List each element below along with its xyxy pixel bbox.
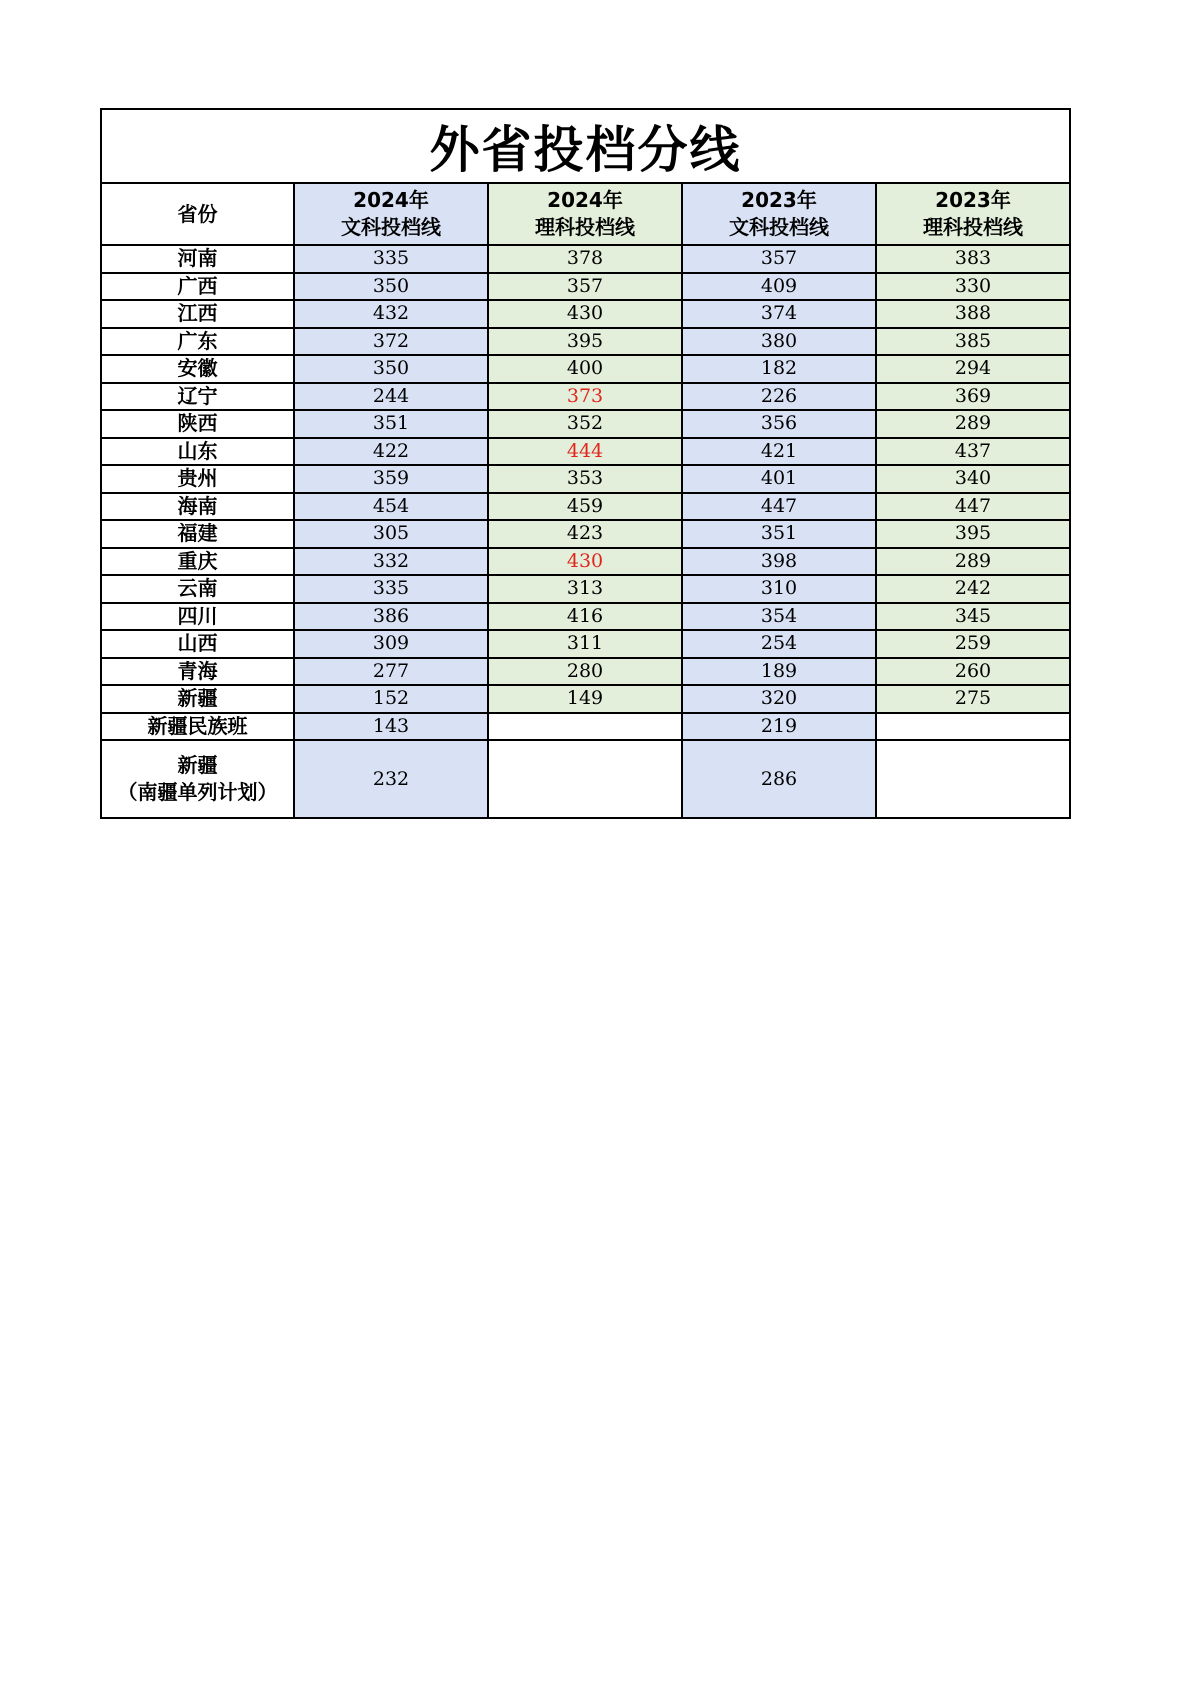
header-2023-li: 2023年 理科投档线 bbox=[876, 183, 1070, 245]
score-2024-wen: 152 bbox=[294, 685, 488, 713]
score-2024-wen: 232 bbox=[294, 740, 488, 818]
score-2023-li: 395 bbox=[876, 520, 1070, 548]
score-2023-wen: 310 bbox=[682, 575, 876, 603]
province-cell: 辽宁 bbox=[101, 383, 294, 411]
province-cell: 福建 bbox=[101, 520, 294, 548]
score-2023-wen: 354 bbox=[682, 603, 876, 631]
province-cell: 陕西 bbox=[101, 410, 294, 438]
score-2024-wen: 309 bbox=[294, 630, 488, 658]
score-2023-li: 260 bbox=[876, 658, 1070, 686]
table-row bbox=[101, 685, 1070, 713]
header-2024-li: 2024年 理科投档线 bbox=[488, 183, 682, 245]
score-2023-wen: 374 bbox=[682, 300, 876, 328]
header-2024-wen: 2024年 文科投档线 bbox=[294, 183, 488, 245]
header-2023-wen: 2023年 文科投档线 bbox=[682, 183, 876, 245]
score-2024-li bbox=[488, 713, 682, 741]
score-2024-wen: 359 bbox=[294, 465, 488, 493]
province-cell: 贵州 bbox=[101, 465, 294, 493]
table-row bbox=[101, 245, 1070, 273]
score-2024-wen: 454 bbox=[294, 493, 488, 521]
table-row bbox=[101, 355, 1070, 383]
score-2024-wen: 335 bbox=[294, 575, 488, 603]
score-2023-li bbox=[876, 740, 1070, 818]
table-row bbox=[101, 658, 1070, 686]
province-cell: 山东 bbox=[101, 438, 294, 466]
score-2023-li: 275 bbox=[876, 685, 1070, 713]
score-2024-wen: 432 bbox=[294, 300, 488, 328]
score-2023-li: 242 bbox=[876, 575, 1070, 603]
score-2024-wen: 244 bbox=[294, 383, 488, 411]
province-cell: 河南 bbox=[101, 245, 294, 273]
score-2024-li: 444 bbox=[488, 438, 682, 466]
score-2023-wen: 380 bbox=[682, 328, 876, 356]
province-cell: 青海 bbox=[101, 658, 294, 686]
score-2023-wen: 398 bbox=[682, 548, 876, 576]
score-2024-wen: 350 bbox=[294, 355, 488, 383]
score-2023-wen: 357 bbox=[682, 245, 876, 273]
score-2024-li: 352 bbox=[488, 410, 682, 438]
province-cell: 重庆 bbox=[101, 548, 294, 576]
score-2023-li: 437 bbox=[876, 438, 1070, 466]
score-2024-li: 373 bbox=[488, 383, 682, 411]
province-cell: 江西 bbox=[101, 300, 294, 328]
score-2023-li: 385 bbox=[876, 328, 1070, 356]
score-2024-li: 149 bbox=[488, 685, 682, 713]
score-2023-wen: 189 bbox=[682, 658, 876, 686]
score-2024-wen: 332 bbox=[294, 548, 488, 576]
table-row bbox=[101, 520, 1070, 548]
score-2023-li: 294 bbox=[876, 355, 1070, 383]
province-cell: 安徽 bbox=[101, 355, 294, 383]
province-cell: 四川 bbox=[101, 603, 294, 631]
score-2023-wen: 351 bbox=[682, 520, 876, 548]
score-2023-wen: 219 bbox=[682, 713, 876, 741]
score-2023-li: 259 bbox=[876, 630, 1070, 658]
score-2024-wen: 350 bbox=[294, 273, 488, 301]
score-table bbox=[100, 108, 1071, 819]
table-title: 外省投档分线 bbox=[101, 109, 1070, 183]
table-row bbox=[101, 383, 1070, 411]
score-2023-wen: 286 bbox=[682, 740, 876, 818]
score-2024-li: 430 bbox=[488, 548, 682, 576]
header-row bbox=[101, 183, 1070, 245]
score-2024-li: 353 bbox=[488, 465, 682, 493]
score-2024-wen: 305 bbox=[294, 520, 488, 548]
score-2023-wen: 182 bbox=[682, 355, 876, 383]
province-cell: 新疆 （南疆单列计划） bbox=[101, 740, 294, 818]
score-2023-wen: 356 bbox=[682, 410, 876, 438]
score-2023-wen: 254 bbox=[682, 630, 876, 658]
score-2023-li: 447 bbox=[876, 493, 1070, 521]
table-row bbox=[101, 300, 1070, 328]
score-2024-li: 423 bbox=[488, 520, 682, 548]
province-cell: 海南 bbox=[101, 493, 294, 521]
province-cell: 云南 bbox=[101, 575, 294, 603]
score-2024-li bbox=[488, 740, 682, 818]
table-row bbox=[101, 575, 1070, 603]
score-2024-wen: 335 bbox=[294, 245, 488, 273]
province-cell: 山西 bbox=[101, 630, 294, 658]
table-row bbox=[101, 273, 1070, 301]
table-row bbox=[101, 438, 1070, 466]
province-cell: 广东 bbox=[101, 328, 294, 356]
score-2024-li: 459 bbox=[488, 493, 682, 521]
score-2023-li: 340 bbox=[876, 465, 1070, 493]
score-2023-wen: 447 bbox=[682, 493, 876, 521]
score-2023-li: 289 bbox=[876, 410, 1070, 438]
score-2024-li: 400 bbox=[488, 355, 682, 383]
score-2023-wen: 409 bbox=[682, 273, 876, 301]
score-2024-li: 395 bbox=[488, 328, 682, 356]
score-2024-li: 357 bbox=[488, 273, 682, 301]
table-row bbox=[101, 713, 1070, 741]
score-2023-wen: 401 bbox=[682, 465, 876, 493]
score-2023-li: 289 bbox=[876, 548, 1070, 576]
table-row bbox=[101, 465, 1070, 493]
score-2024-wen: 422 bbox=[294, 438, 488, 466]
score-2023-li bbox=[876, 713, 1070, 741]
table-row-nanjiang bbox=[101, 740, 1070, 818]
score-2024-wen: 351 bbox=[294, 410, 488, 438]
score-2024-li: 430 bbox=[488, 300, 682, 328]
score-2024-wen: 372 bbox=[294, 328, 488, 356]
score-2023-li: 330 bbox=[876, 273, 1070, 301]
header-province: 省份 bbox=[101, 183, 294, 245]
province-cell: 新疆民族班 bbox=[101, 713, 294, 741]
table-body bbox=[101, 245, 1070, 740]
score-2023-wen: 226 bbox=[682, 383, 876, 411]
province-cell: 新疆 bbox=[101, 685, 294, 713]
score-2024-wen: 277 bbox=[294, 658, 488, 686]
table-row bbox=[101, 493, 1070, 521]
score-2023-li: 388 bbox=[876, 300, 1070, 328]
province-cell: 广西 bbox=[101, 273, 294, 301]
score-2024-li: 416 bbox=[488, 603, 682, 631]
table-row bbox=[101, 548, 1070, 576]
score-2023-li: 369 bbox=[876, 383, 1070, 411]
table-row bbox=[101, 328, 1070, 356]
table-row bbox=[101, 630, 1070, 658]
score-2024-wen: 386 bbox=[294, 603, 488, 631]
score-2024-wen: 143 bbox=[294, 713, 488, 741]
score-2024-li: 311 bbox=[488, 630, 682, 658]
score-2023-wen: 320 bbox=[682, 685, 876, 713]
score-2023-li: 383 bbox=[876, 245, 1070, 273]
score-2024-li: 280 bbox=[488, 658, 682, 686]
score-2023-wen: 421 bbox=[682, 438, 876, 466]
score-2023-li: 345 bbox=[876, 603, 1070, 631]
score-2024-li: 378 bbox=[488, 245, 682, 273]
score-2024-li: 313 bbox=[488, 575, 682, 603]
table-row bbox=[101, 603, 1070, 631]
table-row bbox=[101, 410, 1070, 438]
